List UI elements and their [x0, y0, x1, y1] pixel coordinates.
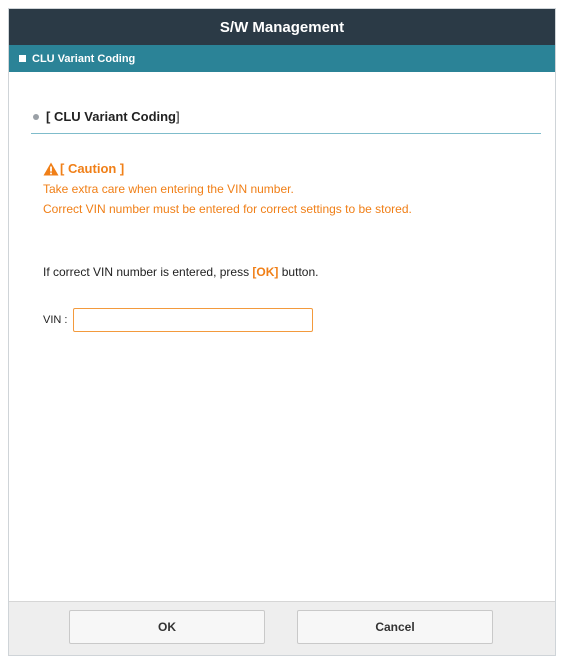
section-heading-close: ] [176, 109, 180, 124]
title-bar [9, 9, 555, 45]
instruction-text [43, 265, 318, 279]
vin-row [43, 308, 313, 332]
window-title: S/W Management [219, 18, 345, 36]
caution-title: [ Caution ] [60, 161, 125, 176]
bullet-dot-icon [33, 114, 39, 120]
sub-header-label: CLU Variant Coding [32, 52, 136, 65]
instruction-ok-highlight: [OK] [252, 265, 279, 279]
sw-management-window [8, 8, 556, 656]
section-heading [33, 109, 180, 124]
caution-line-2: Correct VIN number must be entered for correct settings to be stored. [43, 202, 412, 216]
button-footer [9, 601, 555, 655]
caution-title-row [43, 159, 412, 179]
caution-block [43, 159, 412, 219]
vin-label: VIN : [43, 314, 68, 326]
warning-triangle-icon [43, 162, 59, 176]
square-marker-icon [19, 55, 26, 62]
section-divider [31, 133, 541, 134]
cancel-button[interactable]: Cancel [297, 610, 493, 644]
vin-input[interactable] [73, 308, 313, 332]
ok-button[interactable]: OK [69, 610, 265, 644]
caution-line-1: Take extra care when entering the VIN number. [43, 182, 294, 196]
sub-header [9, 45, 555, 72]
instruction-after: button. [278, 265, 319, 279]
section-heading-text: [ CLU Variant Coding [46, 109, 176, 124]
instruction-before: If correct VIN number is entered, press [43, 265, 253, 279]
